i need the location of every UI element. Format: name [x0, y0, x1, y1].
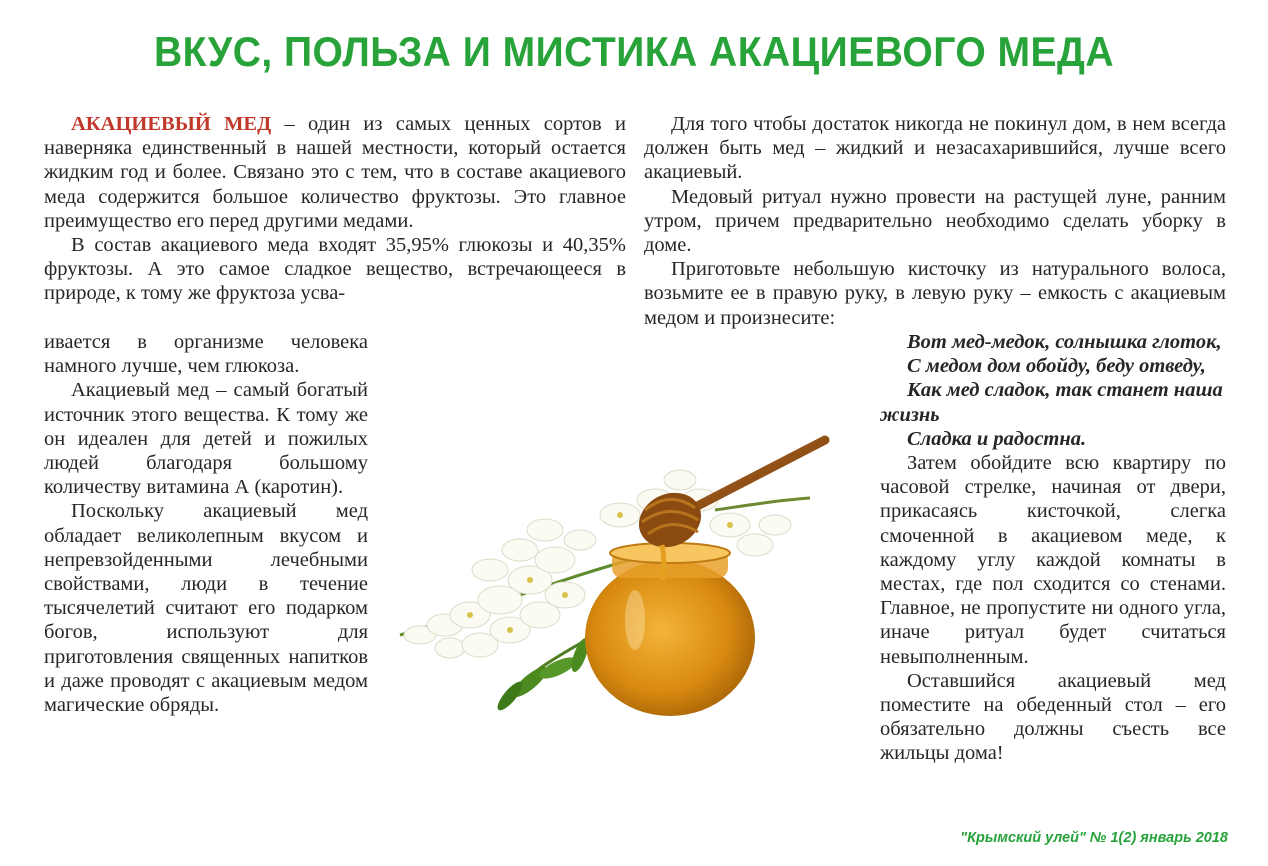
verse-line: Вот мед-медок, солнышка глоток,: [907, 331, 1222, 353]
paragraph-composition-cont: ивается в организме человека намного лучше, чем глюкоза.: [44, 331, 368, 378]
paragraph-ritual-time: Медовый ритуал нужно провести на растущей луне, ранним утром, причем предварительно необходимо сделать уборку в доме.: [644, 185, 1226, 257]
lead-term: АКАЦИЕВЫЙ МЕД: [71, 113, 272, 135]
paragraph-tradition: Поскольку акациевый мед обладает великолепным вкусом и непревзойденными лечебными свойствами, люди в течение тысячелетий считают его подарком богов, используют для приготовления священных напитков и даже проводят с акациевым медом магические обряды.: [44, 500, 368, 717]
paragraph-abundance: Для того чтобы достаток никогда не покинул дом, в нем всегда должен быть мед – жидкий и незасахарившийся, лучше всего акациевый.: [644, 113, 1226, 184]
paragraph-vitamin: Акациевый мед – самый богатый источник этого вещества. К тому же он идеален для детей и пожилых людей благодаря большому количеству витамина А (каротин).: [44, 379, 368, 499]
article-title: ВКУС, ПОЛЬЗА И МИСТИКА АКАЦИЕВОГО МЕДА: [153, 28, 1115, 75]
left-column-narrow: [44, 330, 368, 717]
left-column-top: [44, 112, 626, 306]
paragraph-table: Оставшийся акациевый мед поместите на обеденный стол – его обязательно должны съесть все жильцы дома!: [880, 669, 1226, 765]
honey-jar: [585, 543, 755, 716]
honey-jar-illustration: [380, 420, 850, 720]
right-column-narrow: [880, 330, 1226, 766]
source-citation: "Крымский улей" № 1(2) январь 2018: [960, 830, 1228, 846]
paragraph-composition: В состав акациевого меда входят 35,95% глюкозы и 40,35% фруктозы. А это самое сладкое вещество, встречающееся в природе, к тому же фруктоза усва-: [44, 234, 626, 305]
right-column-top: [644, 112, 1226, 330]
paragraph-walkaround: Затем обойдите всю квартиру по часовой стрелке, начиная от двери, прикасаясь кисточкой, слегка смоченной в акациевом меде, к каждому углу каждой комнаты в местах, где пол сходится со стенами. Главное, не пропустите ни одного угла, иначе ритуал будет считаться невыполненным.: [880, 452, 1226, 668]
paragraph-intro: АКАЦИЕВЫЙ МЕД – один из самых ценных сортов и наверняка единственный в нашей местности, который остается жидким год и более. Связано это с тем, что в составе акациевого меда содержится большое количество фруктозы. Это главное преимущество его перед другими медами.: [44, 113, 627, 232]
verse-line: С медом дом обойду, беду отведу,: [907, 355, 1206, 378]
verse-line: Сладка и радостна.: [907, 427, 1087, 450]
paragraph-brush: Приготовьте небольшую кисточку из натурального волоса, возьмите ее в правую руку, в левую руку – емкость с акациевым медом и произнесите:: [644, 258, 1226, 329]
verse-line: Как мед сладок, так станет наша жизнь: [880, 379, 1223, 426]
ritual-verse: [880, 330, 1226, 451]
